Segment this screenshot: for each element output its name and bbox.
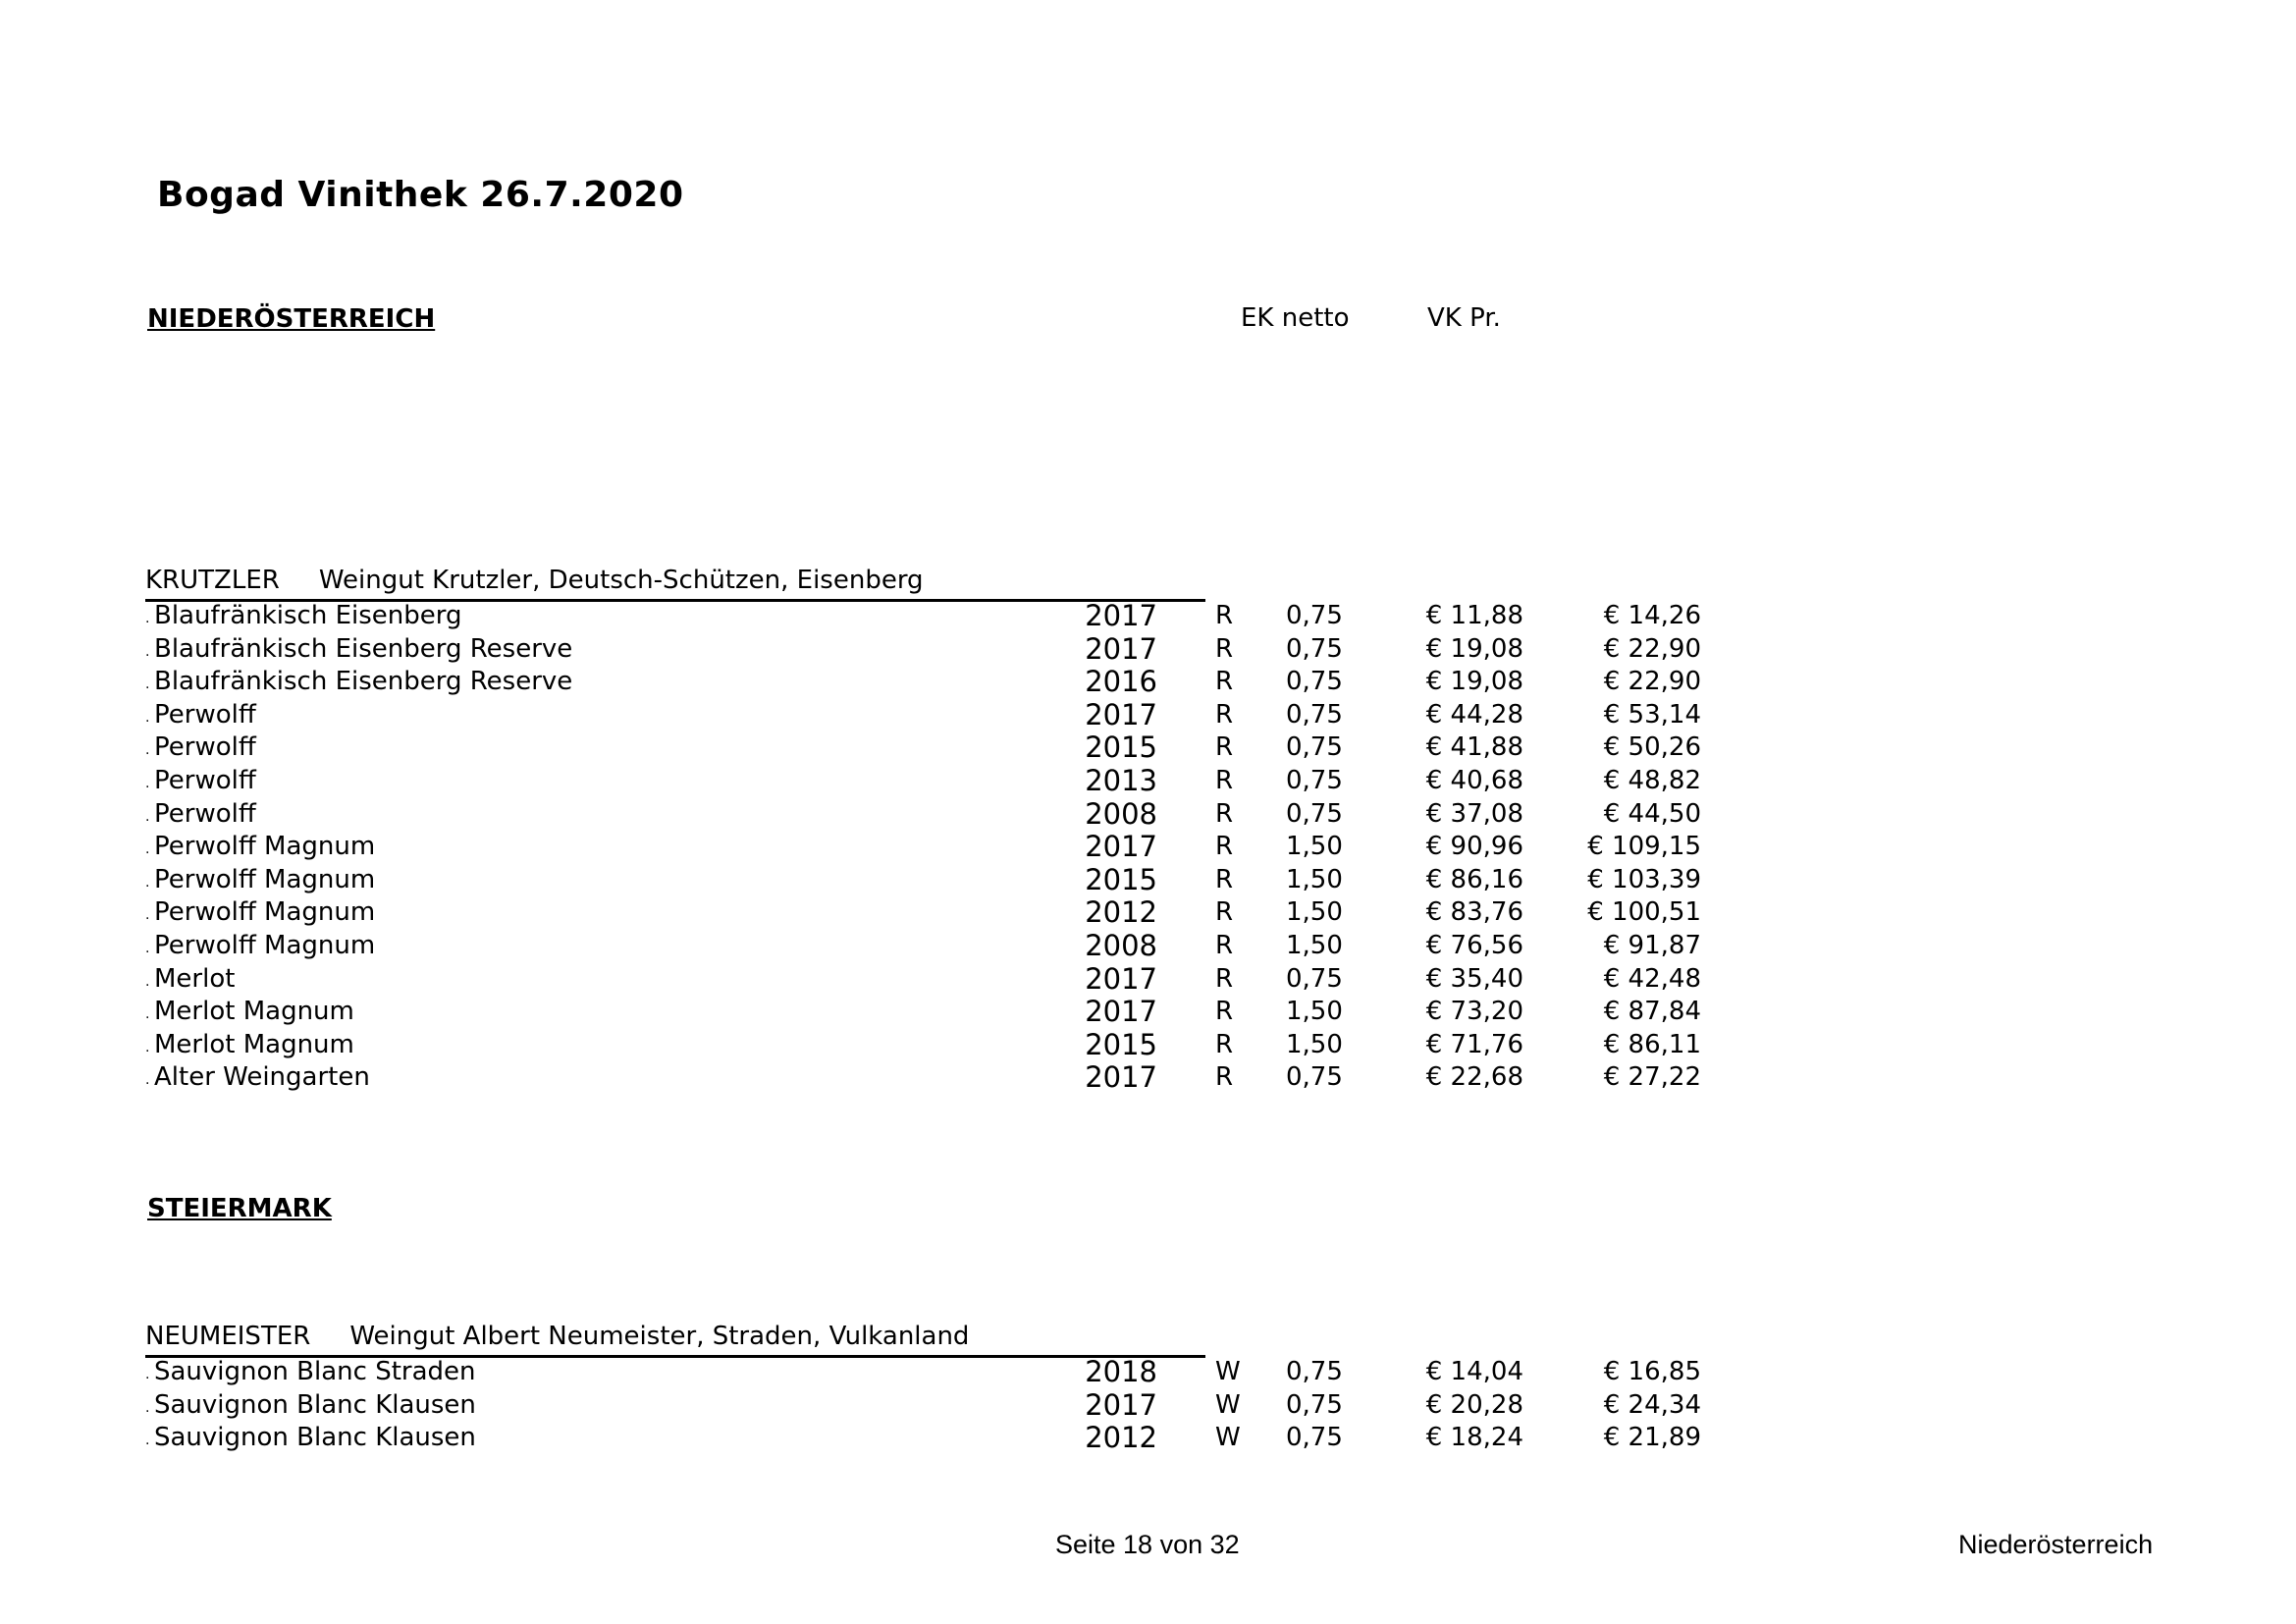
row-marker: . (145, 1006, 150, 1023)
wine-name: Perwolff (154, 798, 256, 829)
ek-netto-price: € 14,04 (1425, 1357, 1523, 1386)
vk-price: € 14,26 (1603, 601, 1701, 630)
ek-netto-price: € 76,56 (1425, 930, 1523, 960)
vintage-year: 2017 (1085, 631, 1157, 666)
ek-netto-price: € 22,68 (1425, 1062, 1523, 1093)
wine-type: R (1215, 798, 1234, 829)
wine-type: R (1215, 1029, 1234, 1059)
vintage-year: 2018 (1085, 1355, 1157, 1388)
producer-full-name: Weingut Krutzler, Deutsch-Schützen, Eisenberg (318, 566, 924, 595)
wine-row (145, 1355, 1701, 1388)
vk-price: € 50,26 (1603, 732, 1701, 763)
bottle-volume: 1,50 (1286, 930, 1343, 960)
row-marker: . (145, 709, 150, 726)
region-heading-niederoesterreich: NIEDERÖSTERREICH (147, 304, 436, 334)
wine-row (145, 995, 1701, 1029)
column-header-vk-price: VK Pr. (1427, 303, 1501, 333)
ek-netto-price: € 20,28 (1425, 1389, 1523, 1420)
bottle-volume: 0,75 (1286, 699, 1343, 730)
wine-name: Merlot Magnum (154, 997, 354, 1027)
vk-price: € 48,82 (1603, 765, 1701, 795)
row-marker: . (145, 841, 150, 858)
wine-name: Merlot Magnum (154, 1029, 354, 1059)
column-header-ek-netto: EK netto (1241, 303, 1350, 333)
wine-type: R (1215, 601, 1234, 630)
bottle-volume: 1,50 (1286, 1029, 1343, 1059)
vk-price: € 91,87 (1603, 930, 1701, 960)
bottle-volume: 1,50 (1286, 997, 1343, 1027)
bottle-volume: 0,75 (1286, 1423, 1343, 1453)
vk-price: € 21,89 (1603, 1423, 1701, 1453)
wine-name: Blaufränkisch Eisenberg Reserve (154, 667, 573, 697)
wine-type: R (1215, 963, 1234, 994)
wine-type: W (1215, 1423, 1241, 1453)
bottle-volume: 0,75 (1286, 601, 1343, 630)
wine-type: R (1215, 930, 1234, 960)
ek-netto-price: € 18,24 (1425, 1423, 1523, 1453)
vintage-year: 2017 (1085, 697, 1157, 731)
vintage-year: 2017 (1085, 830, 1157, 864)
wine-row (145, 731, 1701, 765)
vintage-year: 2017 (1085, 599, 1157, 632)
wine-type: W (1215, 1389, 1241, 1420)
row-marker: . (145, 907, 150, 924)
wine-list-krutzler (145, 599, 1701, 1095)
ek-netto-price: € 83,76 (1425, 897, 1523, 928)
ek-netto-price: € 35,40 (1425, 963, 1523, 994)
producer-header-neumeister (145, 1322, 1205, 1358)
wine-name: Alter Weingarten (154, 1062, 370, 1093)
wine-row (145, 665, 1701, 699)
wine-type: R (1215, 864, 1234, 894)
row-marker: . (145, 940, 150, 956)
vintage-year: 2017 (1085, 995, 1157, 1029)
wine-row (145, 895, 1701, 930)
wine-type: W (1215, 1357, 1241, 1386)
vintage-year: 2017 (1085, 961, 1157, 996)
wine-type: R (1215, 897, 1234, 928)
vintage-year: 2015 (1085, 862, 1157, 896)
vk-price: € 16,85 (1603, 1357, 1701, 1386)
bottle-volume: 0,75 (1286, 667, 1343, 697)
wine-row (145, 1027, 1701, 1061)
vk-price: € 86,11 (1603, 1029, 1701, 1059)
wine-type: R (1215, 667, 1234, 697)
wine-row (145, 1060, 1701, 1095)
wine-row (145, 796, 1701, 831)
wine-name: Perwolff Magnum (154, 930, 376, 960)
vintage-year: 2008 (1085, 796, 1157, 831)
bottle-volume: 0,75 (1286, 1389, 1343, 1420)
bottle-volume: 1,50 (1286, 897, 1343, 928)
wine-name: Merlot (154, 963, 236, 994)
row-marker: . (145, 775, 150, 791)
footer-section-name: Niederösterreich (1958, 1530, 2154, 1559)
wine-list-neumeister (145, 1355, 1701, 1455)
wine-row (145, 830, 1701, 864)
document-title: Bogad Vinithek 26.7.2020 (157, 175, 684, 215)
row-marker: . (145, 742, 150, 759)
vk-price: € 27,22 (1603, 1062, 1701, 1093)
wine-type: R (1215, 699, 1234, 730)
row-marker: . (145, 1399, 150, 1416)
wine-row (145, 961, 1701, 996)
row-marker: . (145, 808, 150, 825)
wine-name: Perwolff (154, 699, 256, 730)
bottle-volume: 1,50 (1286, 864, 1343, 894)
wine-name: Perwolff Magnum (154, 897, 376, 928)
vk-price: € 53,14 (1603, 699, 1701, 730)
vintage-year: 2016 (1085, 665, 1157, 699)
wine-name: Perwolff (154, 765, 256, 795)
ek-netto-price: € 40,68 (1425, 765, 1523, 795)
wine-name: Perwolff (154, 732, 256, 763)
vk-price: € 109,15 (1587, 832, 1701, 862)
vk-price: € 22,90 (1603, 667, 1701, 697)
vk-price: € 42,48 (1603, 963, 1701, 994)
vk-price: € 103,39 (1587, 864, 1701, 894)
row-marker: . (145, 677, 150, 693)
wine-row (145, 928, 1701, 962)
wine-row (145, 1387, 1701, 1422)
producer-header-krutzler (145, 566, 1205, 602)
vintage-year: 2015 (1085, 731, 1157, 765)
wine-type: R (1215, 997, 1234, 1027)
ek-netto-price: € 37,08 (1425, 798, 1523, 829)
vintage-year: 2008 (1085, 928, 1157, 962)
bottle-volume: 0,75 (1286, 798, 1343, 829)
vintage-year: 2012 (1085, 1421, 1157, 1455)
ek-netto-price: € 41,88 (1425, 732, 1523, 763)
wine-row (145, 1421, 1701, 1455)
wine-name: Perwolff Magnum (154, 832, 376, 862)
page-number: Seite 18 von 32 (1055, 1530, 1240, 1559)
vintage-year: 2017 (1085, 1060, 1157, 1095)
wine-row (145, 599, 1701, 632)
ek-netto-price: € 71,76 (1425, 1029, 1523, 1059)
wine-name: Sauvignon Blanc Klausen (154, 1389, 476, 1420)
bottle-volume: 0,75 (1286, 633, 1343, 664)
wine-type: R (1215, 765, 1234, 795)
wine-row (145, 697, 1701, 731)
producer-full-name: Weingut Albert Neumeister, Straden, Vulkanland (349, 1322, 970, 1351)
ek-netto-price: € 86,16 (1425, 864, 1523, 894)
ek-netto-price: € 11,88 (1425, 601, 1523, 630)
bottle-volume: 0,75 (1286, 1357, 1343, 1386)
row-marker: . (145, 643, 150, 660)
vintage-year: 2013 (1085, 763, 1157, 797)
wine-row (145, 862, 1701, 896)
bottle-volume: 0,75 (1286, 732, 1343, 763)
ek-netto-price: € 19,08 (1425, 667, 1523, 697)
vk-price: € 87,84 (1603, 997, 1701, 1027)
row-marker: . (145, 874, 150, 891)
bottle-volume: 0,75 (1286, 963, 1343, 994)
vintage-year: 2017 (1085, 1387, 1157, 1422)
row-marker: . (145, 1039, 150, 1056)
wine-name: Perwolff Magnum (154, 864, 376, 894)
region-heading-steiermark: STEIERMARK (147, 1194, 332, 1223)
wine-name: Blaufränkisch Eisenberg Reserve (154, 633, 573, 664)
vintage-year: 2015 (1085, 1027, 1157, 1061)
wine-name: Sauvignon Blanc Klausen (154, 1423, 476, 1453)
row-marker: . (145, 1367, 150, 1382)
row-marker: . (145, 1433, 150, 1449)
wine-name: Blaufränkisch Eisenberg (154, 601, 462, 630)
row-marker: . (145, 973, 150, 990)
bottle-volume: 0,75 (1286, 1062, 1343, 1093)
vintage-year: 2012 (1085, 895, 1157, 930)
ek-netto-price: € 73,20 (1425, 997, 1523, 1027)
ek-netto-price: € 19,08 (1425, 633, 1523, 664)
wine-name: Sauvignon Blanc Straden (154, 1357, 476, 1386)
producer-short-name: NEUMEISTER (145, 1322, 311, 1351)
vk-price: € 44,50 (1603, 798, 1701, 829)
wine-type: R (1215, 832, 1234, 862)
vk-price: € 24,34 (1603, 1389, 1701, 1420)
row-marker: . (145, 1072, 150, 1089)
ek-netto-price: € 44,28 (1425, 699, 1523, 730)
bottle-volume: 1,50 (1286, 832, 1343, 862)
wine-row (145, 763, 1701, 797)
ek-netto-price: € 90,96 (1425, 832, 1523, 862)
bottle-volume: 0,75 (1286, 765, 1343, 795)
wine-type: R (1215, 1062, 1234, 1093)
vk-price: € 22,90 (1603, 633, 1701, 664)
producer-short-name: KRUTZLER (145, 566, 280, 595)
vk-price: € 100,51 (1587, 897, 1701, 928)
wine-type: R (1215, 633, 1234, 664)
row-marker: . (145, 611, 150, 626)
wine-row (145, 631, 1701, 666)
wine-type: R (1215, 732, 1234, 763)
